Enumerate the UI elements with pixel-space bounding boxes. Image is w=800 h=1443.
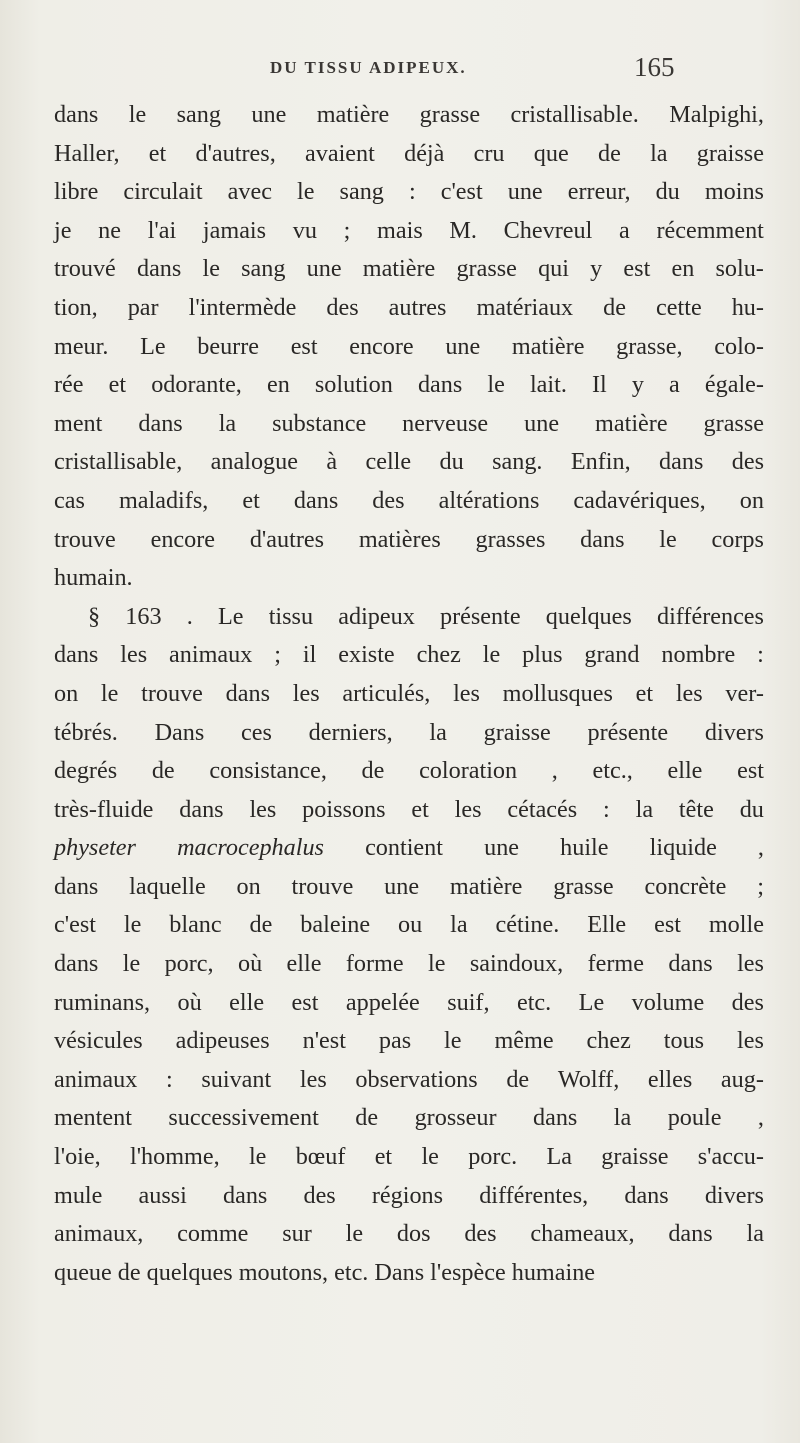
text-line: c'est le blanc de baleine ou la cétine. Elle est molle xyxy=(54,911,764,939)
text-line: Haller, et d'autres, avaient déjà cru que de la graisse xyxy=(54,139,764,167)
text-line: § 163 . Le tissu adipeux présente quelques différences xyxy=(88,602,764,630)
text-line: humain. xyxy=(54,564,133,592)
text-line: mule aussi dans des régions différentes, dans divers xyxy=(54,1181,764,1209)
text-line: tébrés. Dans ces derniers, la graisse présente divers xyxy=(54,718,764,746)
text-line: libre circulait avec le sang : c'est une erreur, du moins xyxy=(54,178,764,206)
page-header xyxy=(0,52,800,92)
text-line: je ne l'ai jamais vu ; mais M. Chevreul a récemment xyxy=(54,216,764,244)
text-line: cas maladifs, et dans des altérations cadavériques, on xyxy=(54,486,764,514)
text-line: trouve encore d'autres matières grasses dans le corps xyxy=(54,525,764,553)
text-line: cristallisable, analogue à celle du sang. Enfin, dans des xyxy=(54,448,764,476)
text-line: animaux, comme sur le dos des chameaux, dans la xyxy=(54,1220,764,1248)
text-line: dans laquelle on trouve une matière grasse concrète ; xyxy=(54,872,764,900)
text-line: dans le sang une matière grasse cristallisable. Malpighi, xyxy=(54,101,764,128)
text-line: on le trouve dans les articulés, les mollusques et les ver- xyxy=(54,679,764,707)
text-line: dans les animaux ; il existe chez le plus grand nombre : xyxy=(54,641,764,669)
text-line: degrés de consistance, de coloration , etc., elle est xyxy=(54,757,764,785)
body-text xyxy=(54,96,764,1292)
text-line: rée et odorante, en solution dans le lait. Il y a égale- xyxy=(54,371,764,399)
text-line: trouvé dans le sang une matière grasse qui y est en solu- xyxy=(54,255,764,283)
text-line: tion, par l'intermède des autres matériaux de cette hu- xyxy=(54,293,764,321)
text-line: queue de quelques moutons, etc. Dans l'espèce humaine xyxy=(54,1258,596,1286)
text-line: ruminans, où elle est appelée suif, etc. Le volume des xyxy=(54,988,764,1016)
text-line: dans le porc, où elle forme le saindoux, ferme dans les xyxy=(54,950,764,978)
text-line: animaux : suivant les observations de Wolff, elles aug- xyxy=(54,1065,764,1093)
text-line: très-fluide dans les poissons et les cétacés : la tête du xyxy=(54,795,764,823)
text-line: mentent successivement de grosseur dans la poule , xyxy=(54,1104,764,1132)
text-line: ment dans la substance nerveuse une matière grasse xyxy=(54,409,764,437)
text-line: l'oie, l'homme, le bœuf et le porc. La graisse s'accu- xyxy=(54,1143,764,1171)
running-head: DU TISSU ADIPEUX. xyxy=(270,58,467,77)
text-line: meur. Le beurre est encore une matière grasse, colo- xyxy=(54,332,764,360)
page-number: 165 xyxy=(634,52,675,82)
text-line: vésicules adipeuses n'est pas le même chez tous les xyxy=(54,1027,764,1055)
text-line: physeter macrocephalus contient une huile liquide , xyxy=(54,834,764,862)
